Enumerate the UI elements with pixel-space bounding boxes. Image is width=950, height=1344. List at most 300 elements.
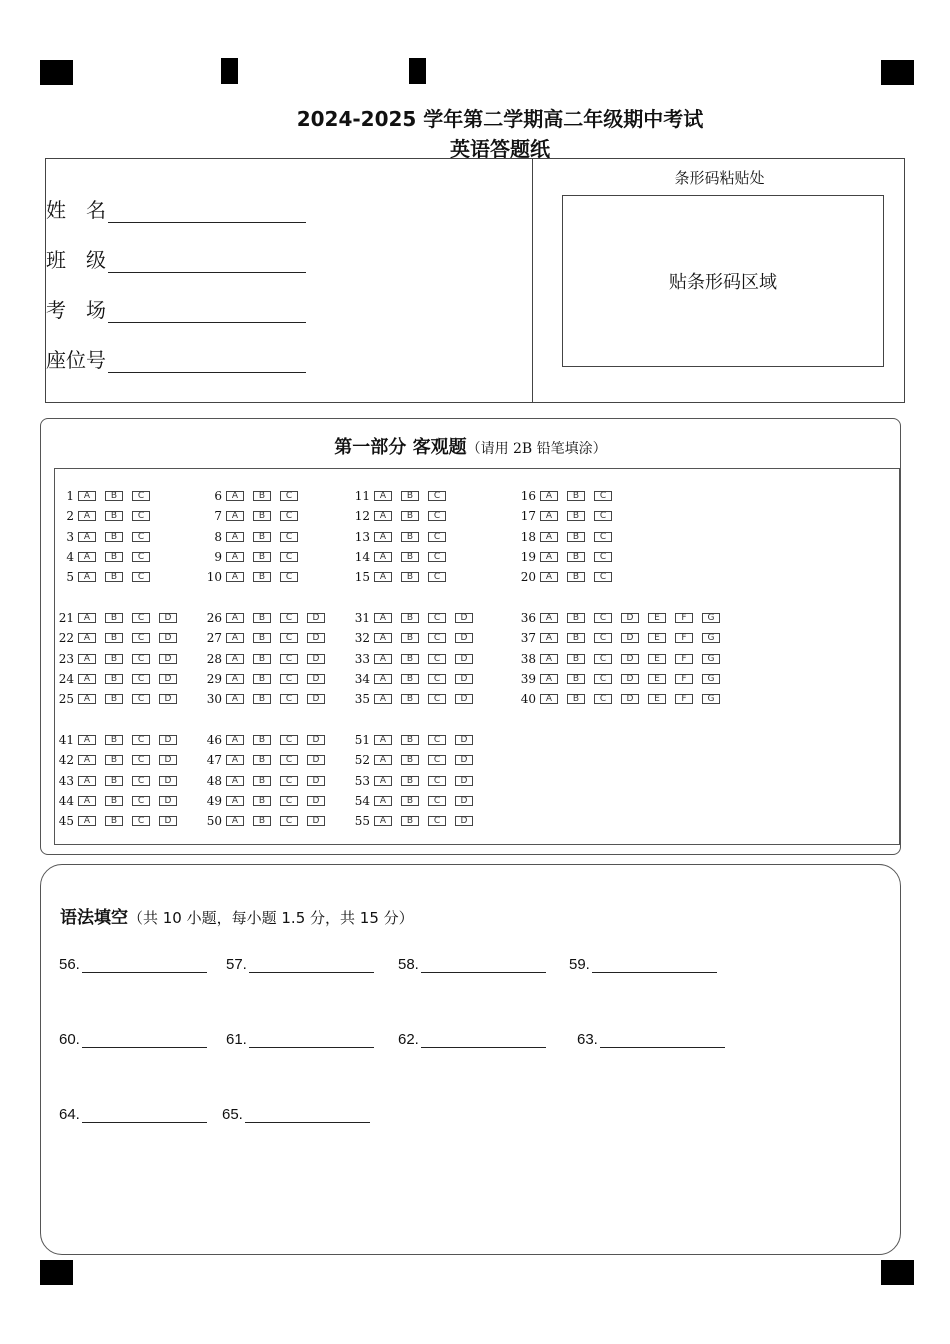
option-bubble[interactable]: E bbox=[648, 654, 666, 664]
option-bubble[interactable]: B bbox=[567, 552, 585, 562]
question-number: 40 bbox=[520, 692, 536, 707]
option-bubble[interactable]: D bbox=[455, 755, 473, 765]
option-bubble[interactable]: A bbox=[374, 532, 392, 542]
option-bubble[interactable]: D bbox=[307, 816, 325, 826]
option-bubble[interactable]: B bbox=[105, 796, 123, 806]
question-item bbox=[203, 814, 334, 828]
question-item bbox=[351, 753, 482, 767]
option-bubble[interactable]: A bbox=[540, 511, 558, 521]
option-bubble[interactable]: C bbox=[132, 796, 150, 806]
option-bubble[interactable]: D bbox=[455, 735, 473, 745]
blank-number: 56. bbox=[59, 956, 80, 973]
question-item bbox=[351, 814, 482, 828]
option-bubble[interactable]: C bbox=[132, 613, 150, 623]
question-number: 13 bbox=[354, 529, 370, 544]
option-bubble[interactable]: C bbox=[280, 532, 298, 542]
option-bubble[interactable]: A bbox=[78, 613, 96, 623]
answer-blank[interactable] bbox=[398, 953, 546, 973]
option-bubble[interactable]: B bbox=[401, 552, 419, 562]
option-bubble[interactable]: A bbox=[78, 511, 96, 521]
option-bubble[interactable]: G bbox=[702, 633, 720, 643]
option-bubble[interactable]: A bbox=[78, 532, 96, 542]
option-bubble[interactable]: B bbox=[401, 694, 419, 704]
answer-blank[interactable] bbox=[398, 1028, 546, 1048]
option-bubble[interactable]: B bbox=[253, 694, 271, 704]
option-bubble[interactable]: G bbox=[702, 613, 720, 623]
option-bubble[interactable]: D bbox=[159, 613, 177, 623]
question-number: 55 bbox=[354, 814, 370, 829]
option-bubble[interactable]: C bbox=[132, 511, 150, 521]
option-bubble[interactable]: D bbox=[159, 755, 177, 765]
option-bubble[interactable]: B bbox=[401, 735, 419, 745]
option-bubble[interactable]: A bbox=[226, 613, 244, 623]
seat-number-field[interactable] bbox=[46, 343, 306, 373]
option-bubble[interactable]: E bbox=[648, 674, 666, 684]
option-bubble[interactable]: C bbox=[132, 735, 150, 745]
option-bubble[interactable]: A bbox=[540, 654, 558, 664]
option-bubble[interactable]: A bbox=[374, 776, 392, 786]
option-bubble[interactable]: A bbox=[540, 491, 558, 501]
option-bubble[interactable]: A bbox=[374, 654, 392, 664]
option-bubble[interactable]: A bbox=[540, 552, 558, 562]
option-bubble[interactable]: B bbox=[401, 572, 419, 582]
option-bubble[interactable]: B bbox=[401, 491, 419, 501]
option-bubble[interactable]: C bbox=[428, 735, 446, 745]
option-bubble[interactable]: A bbox=[374, 755, 392, 765]
question-item bbox=[517, 550, 621, 564]
option-bubble[interactable]: B bbox=[253, 654, 271, 664]
option-bubble[interactable]: A bbox=[374, 816, 392, 826]
option-bubble[interactable]: D bbox=[455, 613, 473, 623]
option-bubble[interactable]: G bbox=[702, 694, 720, 704]
option-bubble[interactable]: C bbox=[280, 796, 298, 806]
option-bubble[interactable]: B bbox=[401, 633, 419, 643]
option-bubble[interactable]: C bbox=[428, 633, 446, 643]
answer-grid bbox=[54, 468, 900, 845]
option-bubble[interactable]: C bbox=[428, 694, 446, 704]
option-bubble[interactable]: C bbox=[280, 755, 298, 765]
option-bubble[interactable]: B bbox=[253, 572, 271, 582]
option-bubble[interactable]: B bbox=[253, 491, 271, 501]
option-bubble[interactable]: A bbox=[540, 532, 558, 542]
option-bubble[interactable]: B bbox=[253, 532, 271, 542]
option-bubble[interactable]: D bbox=[455, 654, 473, 664]
question-number: 23 bbox=[58, 651, 74, 666]
option-bubble[interactable]: E bbox=[648, 694, 666, 704]
student-info-box bbox=[45, 158, 905, 403]
option-bubble[interactable]: C bbox=[280, 572, 298, 582]
option-bubble[interactable]: C bbox=[132, 552, 150, 562]
option-bubble[interactable]: C bbox=[280, 633, 298, 643]
option-bubble[interactable]: D bbox=[307, 776, 325, 786]
option-bubble[interactable]: B bbox=[105, 633, 123, 643]
question-number: 35 bbox=[354, 692, 370, 707]
option-bubble[interactable]: B bbox=[401, 674, 419, 684]
blank-line[interactable] bbox=[600, 1033, 725, 1048]
question-number: 31 bbox=[354, 611, 370, 625]
option-bubble[interactable]: D bbox=[159, 816, 177, 826]
option-bubble[interactable]: B bbox=[567, 613, 585, 623]
option-bubble[interactable]: A bbox=[374, 613, 392, 623]
option-bubble[interactable]: A bbox=[374, 796, 392, 806]
option-bubble[interactable]: A bbox=[374, 552, 392, 562]
option-bubble[interactable]: A bbox=[540, 613, 558, 623]
option-bubble[interactable]: A bbox=[78, 572, 96, 582]
option-bubble[interactable]: C bbox=[428, 776, 446, 786]
question-item bbox=[351, 570, 455, 584]
option-bubble[interactable]: A bbox=[226, 755, 244, 765]
question-item bbox=[55, 570, 159, 584]
name-field[interactable] bbox=[46, 193, 306, 223]
option-bubble[interactable]: D bbox=[621, 654, 639, 664]
option-bubble[interactable]: A bbox=[226, 491, 244, 501]
option-bubble[interactable]: C bbox=[132, 755, 150, 765]
option-bubble[interactable]: C bbox=[132, 674, 150, 684]
option-bubble[interactable]: B bbox=[105, 491, 123, 501]
option-bubble[interactable]: C bbox=[594, 552, 612, 562]
option-bubble[interactable]: C bbox=[428, 796, 446, 806]
question-item bbox=[351, 774, 482, 788]
question-number: 17 bbox=[520, 509, 536, 524]
question-item bbox=[351, 550, 455, 564]
option-bubble[interactable]: C bbox=[594, 532, 612, 542]
option-bubble[interactable]: D bbox=[307, 654, 325, 664]
option-bubble[interactable]: A bbox=[374, 633, 392, 643]
option-bubble[interactable]: D bbox=[159, 694, 177, 704]
question-number: 51 bbox=[354, 733, 370, 747]
question-item bbox=[55, 814, 186, 828]
option-bubble[interactable]: B bbox=[401, 654, 419, 664]
answer-blank[interactable] bbox=[226, 1028, 374, 1048]
option-bubble[interactable]: B bbox=[567, 633, 585, 643]
option-bubble[interactable]: C bbox=[132, 654, 150, 664]
option-bubble[interactable]: D bbox=[159, 796, 177, 806]
blank-line[interactable] bbox=[82, 1108, 207, 1123]
registration-mark bbox=[221, 58, 238, 84]
option-bubble[interactable]: A bbox=[226, 532, 244, 542]
question-item bbox=[203, 672, 334, 686]
question-item bbox=[55, 611, 186, 625]
option-bubble[interactable]: B bbox=[105, 674, 123, 684]
question-item bbox=[351, 672, 482, 686]
option-bubble[interactable]: D bbox=[455, 674, 473, 684]
option-bubble[interactable]: C bbox=[594, 654, 612, 664]
option-bubble[interactable]: C bbox=[280, 613, 298, 623]
option-bubble[interactable]: C bbox=[594, 491, 612, 501]
option-bubble[interactable]: E bbox=[648, 633, 666, 643]
option-bubble[interactable]: B bbox=[105, 755, 123, 765]
question-item bbox=[351, 530, 455, 544]
option-bubble[interactable]: D bbox=[159, 735, 177, 745]
option-bubble[interactable]: A bbox=[78, 552, 96, 562]
blank-line[interactable] bbox=[249, 958, 374, 973]
option-bubble[interactable]: D bbox=[307, 674, 325, 684]
option-bubble[interactable]: B bbox=[253, 755, 271, 765]
option-bubble[interactable]: C bbox=[280, 776, 298, 786]
option-bubble[interactable]: C bbox=[428, 552, 446, 562]
option-bubble[interactable]: C bbox=[280, 694, 298, 704]
option-bubble[interactable]: A bbox=[226, 674, 244, 684]
question-number: 11 bbox=[354, 489, 370, 503]
option-bubble[interactable]: A bbox=[78, 796, 96, 806]
question-number: 12 bbox=[354, 509, 370, 524]
option-bubble[interactable]: C bbox=[428, 613, 446, 623]
answer-blank[interactable] bbox=[59, 953, 207, 973]
option-bubble[interactable]: B bbox=[567, 654, 585, 664]
blank-line[interactable] bbox=[592, 958, 717, 973]
option-bubble[interactable]: C bbox=[132, 532, 150, 542]
option-bubble[interactable]: D bbox=[307, 694, 325, 704]
option-bubble[interactable]: D bbox=[307, 633, 325, 643]
option-bubble[interactable]: C bbox=[280, 735, 298, 745]
question-number: 15 bbox=[354, 570, 370, 585]
blank-line[interactable] bbox=[82, 958, 207, 973]
option-bubble[interactable]: A bbox=[78, 674, 96, 684]
option-bubble[interactable]: C bbox=[428, 491, 446, 501]
option-bubble[interactable]: A bbox=[226, 694, 244, 704]
question-number: 37 bbox=[520, 631, 536, 646]
option-bubble[interactable]: D bbox=[621, 694, 639, 704]
class-label: 班 级 bbox=[46, 248, 106, 272]
question-number: 49 bbox=[206, 793, 222, 808]
option-bubble[interactable]: A bbox=[226, 654, 244, 664]
grammar-section bbox=[40, 864, 901, 1255]
option-bubble[interactable]: B bbox=[401, 796, 419, 806]
option-bubble[interactable]: C bbox=[280, 552, 298, 562]
option-bubble[interactable]: C bbox=[132, 694, 150, 704]
option-bubble[interactable]: B bbox=[253, 633, 271, 643]
question-item bbox=[517, 672, 729, 686]
option-bubble[interactable]: E bbox=[648, 613, 666, 623]
option-bubble[interactable]: D bbox=[307, 796, 325, 806]
option-bubble[interactable]: A bbox=[226, 511, 244, 521]
question-number: 20 bbox=[520, 570, 536, 585]
option-bubble[interactable]: B bbox=[105, 735, 123, 745]
option-bubble[interactable]: B bbox=[105, 776, 123, 786]
question-number: 36 bbox=[520, 611, 536, 625]
option-bubble[interactable]: B bbox=[105, 694, 123, 704]
option-bubble[interactable]: C bbox=[428, 511, 446, 521]
question-item bbox=[203, 774, 334, 788]
option-bubble[interactable]: B bbox=[253, 674, 271, 684]
option-bubble[interactable]: C bbox=[280, 654, 298, 664]
option-bubble[interactable]: A bbox=[226, 572, 244, 582]
option-bubble[interactable]: C bbox=[594, 674, 612, 684]
question-number: 53 bbox=[354, 773, 370, 788]
option-bubble[interactable]: B bbox=[567, 491, 585, 501]
blank-line[interactable] bbox=[249, 1033, 374, 1048]
option-bubble[interactable]: B bbox=[567, 511, 585, 521]
option-bubble[interactable]: D bbox=[621, 674, 639, 684]
question-number: 25 bbox=[58, 692, 74, 707]
option-bubble[interactable]: B bbox=[105, 511, 123, 521]
option-bubble[interactable]: B bbox=[253, 816, 271, 826]
option-bubble[interactable]: D bbox=[621, 633, 639, 643]
option-bubble[interactable]: D bbox=[159, 633, 177, 643]
option-bubble[interactable]: F bbox=[675, 674, 693, 684]
option-bubble[interactable]: B bbox=[105, 816, 123, 826]
option-bubble[interactable]: D bbox=[621, 613, 639, 623]
option-bubble[interactable]: C bbox=[428, 532, 446, 542]
option-bubble[interactable]: B bbox=[567, 532, 585, 542]
option-bubble[interactable]: C bbox=[594, 633, 612, 643]
question-number: 2 bbox=[66, 509, 74, 524]
option-bubble[interactable]: B bbox=[105, 552, 123, 562]
option-bubble[interactable]: A bbox=[226, 816, 244, 826]
option-bubble[interactable]: B bbox=[401, 776, 419, 786]
question-item bbox=[351, 794, 482, 808]
option-bubble[interactable]: C bbox=[280, 511, 298, 521]
option-bubble[interactable]: C bbox=[428, 654, 446, 664]
question-number: 5 bbox=[66, 570, 74, 585]
option-bubble[interactable]: A bbox=[540, 674, 558, 684]
option-bubble[interactable]: B bbox=[253, 552, 271, 562]
option-bubble[interactable]: A bbox=[540, 694, 558, 704]
option-bubble[interactable]: B bbox=[567, 674, 585, 684]
blank-line[interactable] bbox=[82, 1033, 207, 1048]
option-bubble[interactable]: A bbox=[78, 633, 96, 643]
option-bubble[interactable]: D bbox=[455, 633, 473, 643]
blank-line[interactable] bbox=[421, 958, 546, 973]
option-bubble[interactable]: F bbox=[675, 633, 693, 643]
option-bubble[interactable]: A bbox=[540, 572, 558, 582]
option-bubble[interactable]: B bbox=[105, 572, 123, 582]
option-bubble[interactable]: C bbox=[132, 572, 150, 582]
option-bubble[interactable]: C bbox=[428, 674, 446, 684]
option-bubble[interactable]: B bbox=[105, 654, 123, 664]
option-bubble[interactable]: B bbox=[253, 776, 271, 786]
option-bubble[interactable]: C bbox=[428, 816, 446, 826]
answer-blank[interactable] bbox=[59, 1028, 207, 1048]
option-bubble[interactable]: D bbox=[455, 776, 473, 786]
option-bubble[interactable]: D bbox=[307, 755, 325, 765]
option-bubble[interactable]: D bbox=[455, 796, 473, 806]
question-item bbox=[517, 509, 621, 523]
answer-blank[interactable] bbox=[577, 1028, 725, 1048]
question-number: 18 bbox=[520, 529, 536, 544]
option-bubble[interactable]: C bbox=[132, 633, 150, 643]
option-bubble[interactable]: A bbox=[374, 694, 392, 704]
option-bubble[interactable]: F bbox=[675, 654, 693, 664]
name-label: 姓 名 bbox=[46, 198, 106, 222]
option-bubble[interactable]: B bbox=[401, 816, 419, 826]
option-bubble[interactable]: C bbox=[594, 572, 612, 582]
option-bubble[interactable]: D bbox=[455, 694, 473, 704]
option-bubble[interactable]: A bbox=[78, 755, 96, 765]
option-bubble[interactable]: C bbox=[280, 816, 298, 826]
name-line[interactable] bbox=[108, 200, 306, 223]
option-bubble[interactable]: G bbox=[702, 654, 720, 664]
question-number: 47 bbox=[206, 753, 222, 768]
option-bubble[interactable]: A bbox=[78, 776, 96, 786]
option-bubble[interactable]: A bbox=[78, 735, 96, 745]
option-bubble[interactable]: A bbox=[78, 654, 96, 664]
answer-blank[interactable] bbox=[59, 1103, 207, 1123]
option-bubble[interactable]: C bbox=[594, 613, 612, 623]
option-bubble[interactable]: A bbox=[374, 735, 392, 745]
option-bubble[interactable]: C bbox=[280, 674, 298, 684]
option-bubble[interactable]: F bbox=[675, 613, 693, 623]
question-number: 39 bbox=[520, 671, 536, 686]
option-bubble[interactable]: D bbox=[455, 816, 473, 826]
option-bubble[interactable]: B bbox=[253, 796, 271, 806]
option-bubble[interactable]: A bbox=[78, 694, 96, 704]
option-bubble[interactable]: C bbox=[594, 511, 612, 521]
option-bubble[interactable]: B bbox=[401, 755, 419, 765]
blank-line[interactable] bbox=[421, 1033, 546, 1048]
class-line[interactable] bbox=[108, 250, 306, 273]
option-bubble[interactable]: C bbox=[428, 755, 446, 765]
option-bubble[interactable]: B bbox=[253, 735, 271, 745]
blank-number: 65. bbox=[222, 1106, 243, 1123]
option-bubble[interactable]: B bbox=[105, 613, 123, 623]
option-bubble[interactable]: A bbox=[78, 816, 96, 826]
question-item bbox=[203, 550, 307, 564]
option-bubble[interactable]: A bbox=[226, 735, 244, 745]
option-bubble[interactable]: A bbox=[226, 633, 244, 643]
option-bubble[interactable]: F bbox=[675, 694, 693, 704]
option-bubble[interactable]: C bbox=[594, 694, 612, 704]
option-bubble[interactable]: D bbox=[307, 735, 325, 745]
option-bubble[interactable]: B bbox=[567, 694, 585, 704]
question-number: 38 bbox=[520, 651, 536, 666]
blank-line[interactable] bbox=[245, 1108, 370, 1123]
option-bubble[interactable]: C bbox=[428, 572, 446, 582]
option-bubble[interactable]: A bbox=[226, 796, 244, 806]
exam-room-line[interactable] bbox=[108, 300, 306, 323]
question-number: 48 bbox=[206, 773, 222, 788]
option-bubble[interactable]: A bbox=[374, 491, 392, 501]
exam-room-field[interactable] bbox=[46, 293, 306, 323]
option-bubble[interactable]: D bbox=[159, 654, 177, 664]
option-bubble[interactable]: B bbox=[105, 532, 123, 542]
option-bubble[interactable]: C bbox=[132, 776, 150, 786]
question-item bbox=[517, 692, 729, 706]
option-bubble[interactable]: B bbox=[401, 613, 419, 623]
option-bubble[interactable]: G bbox=[702, 674, 720, 684]
answer-blank[interactable] bbox=[226, 953, 374, 973]
question-number: 44 bbox=[58, 793, 74, 808]
option-bubble[interactable]: D bbox=[307, 613, 325, 623]
question-item bbox=[517, 489, 621, 503]
question-item bbox=[55, 794, 186, 808]
question-item bbox=[55, 489, 159, 503]
option-bubble[interactable]: B bbox=[567, 572, 585, 582]
option-bubble[interactable]: A bbox=[374, 511, 392, 521]
question-number: 33 bbox=[354, 651, 370, 666]
option-bubble[interactable]: A bbox=[374, 674, 392, 684]
option-bubble[interactable]: A bbox=[226, 776, 244, 786]
class-field[interactable] bbox=[46, 243, 306, 273]
option-bubble[interactable]: C bbox=[132, 816, 150, 826]
option-bubble[interactable]: B bbox=[401, 532, 419, 542]
option-bubble[interactable]: A bbox=[226, 552, 244, 562]
answer-blank[interactable] bbox=[222, 1103, 370, 1123]
registration-mark bbox=[881, 1260, 914, 1285]
option-bubble[interactable]: C bbox=[280, 491, 298, 501]
answer-blank[interactable] bbox=[569, 953, 717, 973]
option-bubble[interactable]: B bbox=[253, 511, 271, 521]
option-bubble[interactable]: A bbox=[540, 633, 558, 643]
option-bubble[interactable]: A bbox=[374, 572, 392, 582]
option-bubble[interactable]: D bbox=[159, 776, 177, 786]
option-bubble[interactable]: B bbox=[401, 511, 419, 521]
option-bubble[interactable]: D bbox=[159, 674, 177, 684]
option-bubble[interactable]: B bbox=[253, 613, 271, 623]
option-bubble[interactable]: C bbox=[132, 491, 150, 501]
seat-number-line[interactable] bbox=[108, 350, 306, 373]
option-bubble[interactable]: A bbox=[78, 491, 96, 501]
